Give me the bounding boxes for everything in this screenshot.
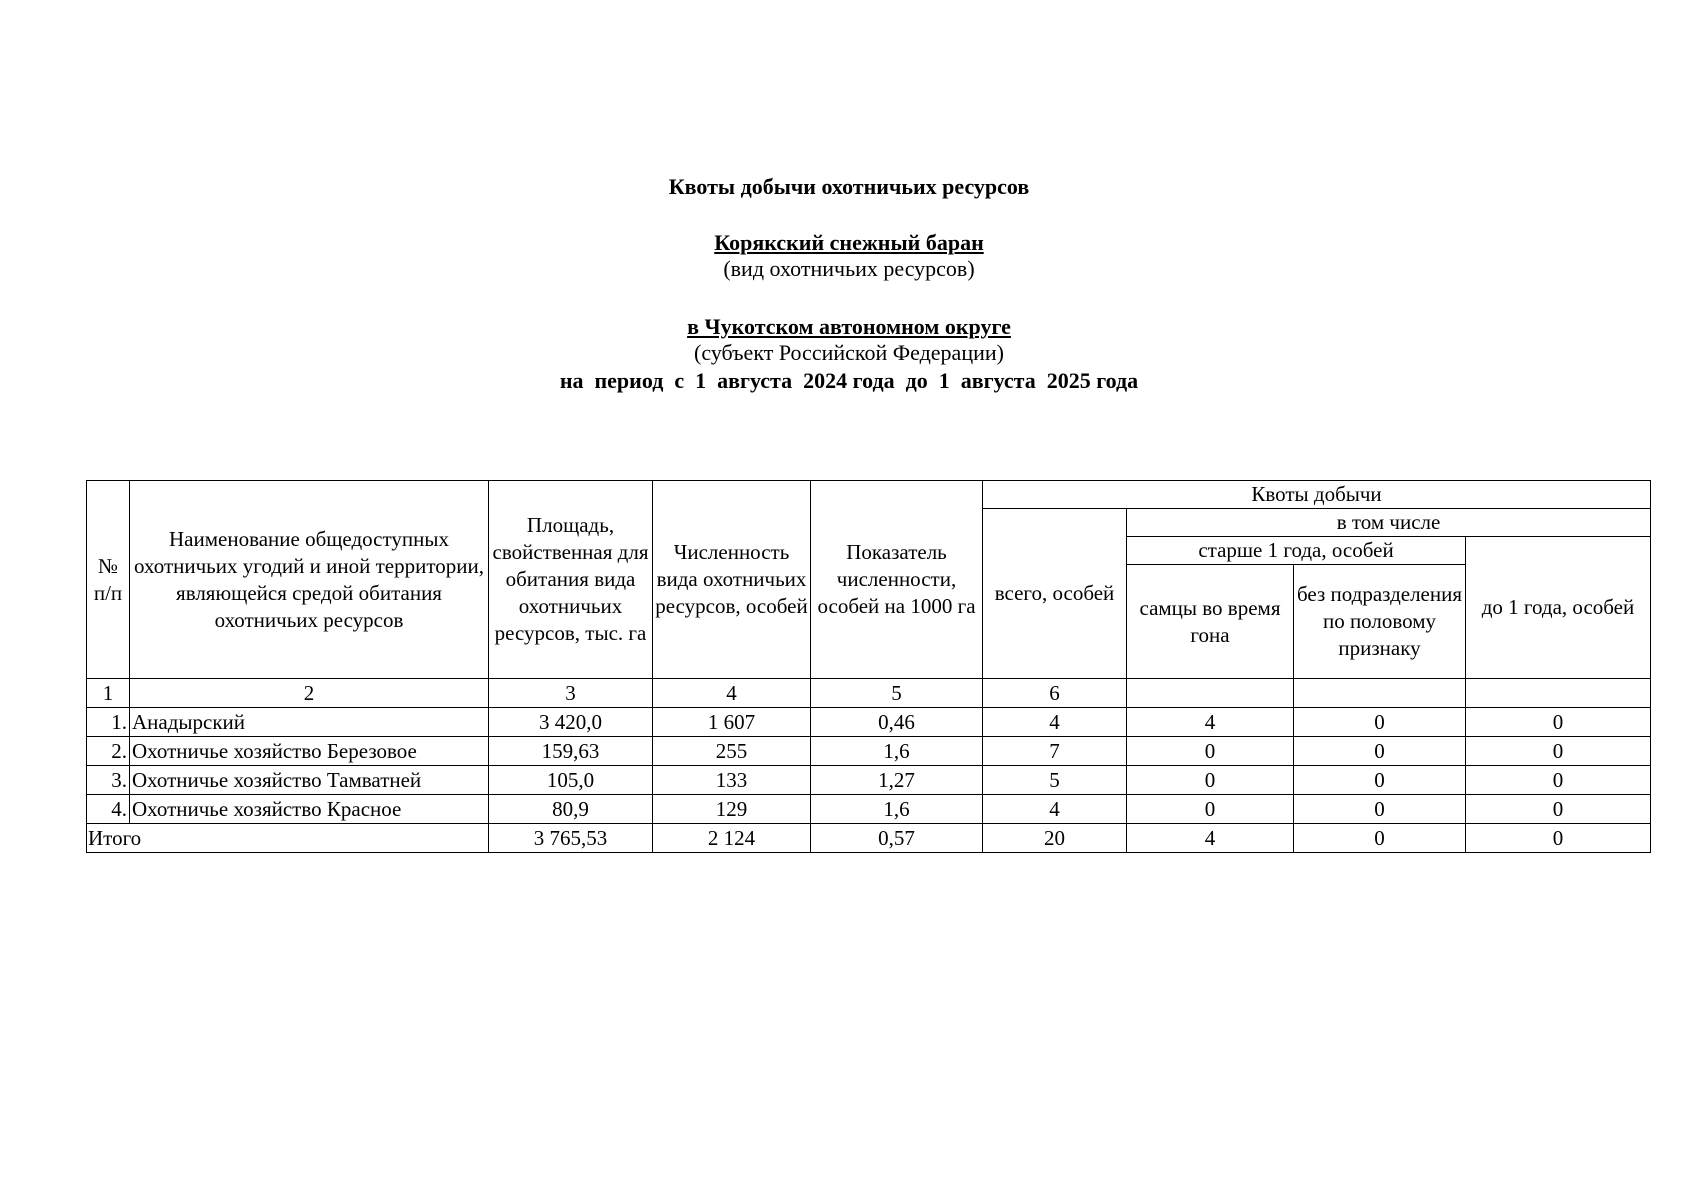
total-density: 0,57 [811, 824, 983, 853]
row-no-sex: 0 [1294, 708, 1466, 737]
total-row [87, 824, 1651, 853]
row-population: 133 [653, 766, 811, 795]
total-population: 2 124 [653, 824, 811, 853]
header-quotas: Квоты добычи [983, 481, 1651, 509]
row-males: 0 [1127, 795, 1294, 824]
row-num: 3. [87, 766, 130, 795]
document-title: Квоты добычи охотничьих ресурсов [668, 174, 1030, 199]
row-no-sex: 0 [1294, 766, 1466, 795]
header-name: Наименование общедоступных охотничьих угодий и иной территории, являющейся средой обитания охотничьих ресурсов [130, 481, 489, 679]
column-number [1127, 679, 1294, 708]
table-row [87, 708, 1651, 737]
header-older: старше 1 года, особей [1127, 537, 1466, 565]
row-density: 1,27 [811, 766, 983, 795]
row-total: 4 [983, 708, 1127, 737]
row-no-sex: 0 [1294, 737, 1466, 766]
header-under-one: до 1 года, особей [1466, 537, 1651, 679]
column-number: 4 [653, 679, 811, 708]
header-row-1 [87, 481, 1651, 509]
row-density: 1,6 [811, 795, 983, 824]
column-number: 1 [87, 679, 130, 708]
row-name: Охотничье хозяйство Красное [130, 795, 489, 824]
row-name: Охотничье хозяйство Березовое [130, 737, 489, 766]
row-population: 1 607 [653, 708, 811, 737]
header-including: в том числе [1127, 509, 1651, 537]
row-under-one: 0 [1466, 708, 1651, 737]
row-total: 4 [983, 795, 1127, 824]
row-males: 0 [1127, 766, 1294, 795]
column-number [1466, 679, 1651, 708]
table-row [87, 737, 1651, 766]
total-no-sex: 0 [1294, 824, 1466, 853]
region-name: в Чукотском автономном округе [687, 314, 1011, 339]
total-area: 3 765,53 [489, 824, 653, 853]
row-num: 2. [87, 737, 130, 766]
row-under-one: 0 [1466, 737, 1651, 766]
row-area: 159,63 [489, 737, 653, 766]
species-name: Корякский снежный баран [714, 230, 984, 255]
row-name: Анадырский [130, 708, 489, 737]
total-under-one: 0 [1466, 824, 1651, 853]
period-text: на период с 1 августа 2024 года до 1 августа 2025 года [559, 368, 1139, 393]
header-population: Численность вида охотничьих ресурсов, особей [653, 481, 811, 679]
row-population: 129 [653, 795, 811, 824]
column-number [1294, 679, 1466, 708]
quota-table [86, 480, 1651, 853]
total-label: Итого [87, 824, 489, 853]
row-total: 7 [983, 737, 1127, 766]
species-caption: (вид охотничьих ресурсов) [723, 256, 975, 281]
region-caption: (субъект Российской Федерации) [694, 340, 1004, 365]
row-num: 1. [87, 708, 130, 737]
column-number: 2 [130, 679, 489, 708]
table-row [87, 766, 1651, 795]
total-males: 4 [1127, 824, 1294, 853]
header-no-sex: без подразделения по половому признаку [1294, 565, 1466, 679]
row-total: 5 [983, 766, 1127, 795]
header-area: Площадь, свойственная для обитания вида охотничьих ресурсов, тыс. га [489, 481, 653, 679]
row-population: 255 [653, 737, 811, 766]
row-density: 0,46 [811, 708, 983, 737]
column-number: 3 [489, 679, 653, 708]
column-number-row [87, 679, 1651, 708]
row-under-one: 0 [1466, 795, 1651, 824]
row-area: 3 420,0 [489, 708, 653, 737]
row-area: 80,9 [489, 795, 653, 824]
row-under-one: 0 [1466, 766, 1651, 795]
column-number: 5 [811, 679, 983, 708]
header-total: всего, особей [983, 509, 1127, 679]
row-name: Охотничье хозяйство Тамватней [130, 766, 489, 795]
row-males: 0 [1127, 737, 1294, 766]
header-males: самцы во время гона [1127, 565, 1294, 679]
column-number: 6 [983, 679, 1127, 708]
table-row [87, 795, 1651, 824]
row-density: 1,6 [811, 737, 983, 766]
row-no-sex: 0 [1294, 795, 1466, 824]
row-num: 4. [87, 795, 130, 824]
row-area: 105,0 [489, 766, 653, 795]
row-males: 4 [1127, 708, 1294, 737]
header-num: № п/п [87, 481, 130, 679]
header-density: Показатель численности, особей на 1000 га [811, 481, 983, 679]
total-count: 20 [983, 824, 1127, 853]
